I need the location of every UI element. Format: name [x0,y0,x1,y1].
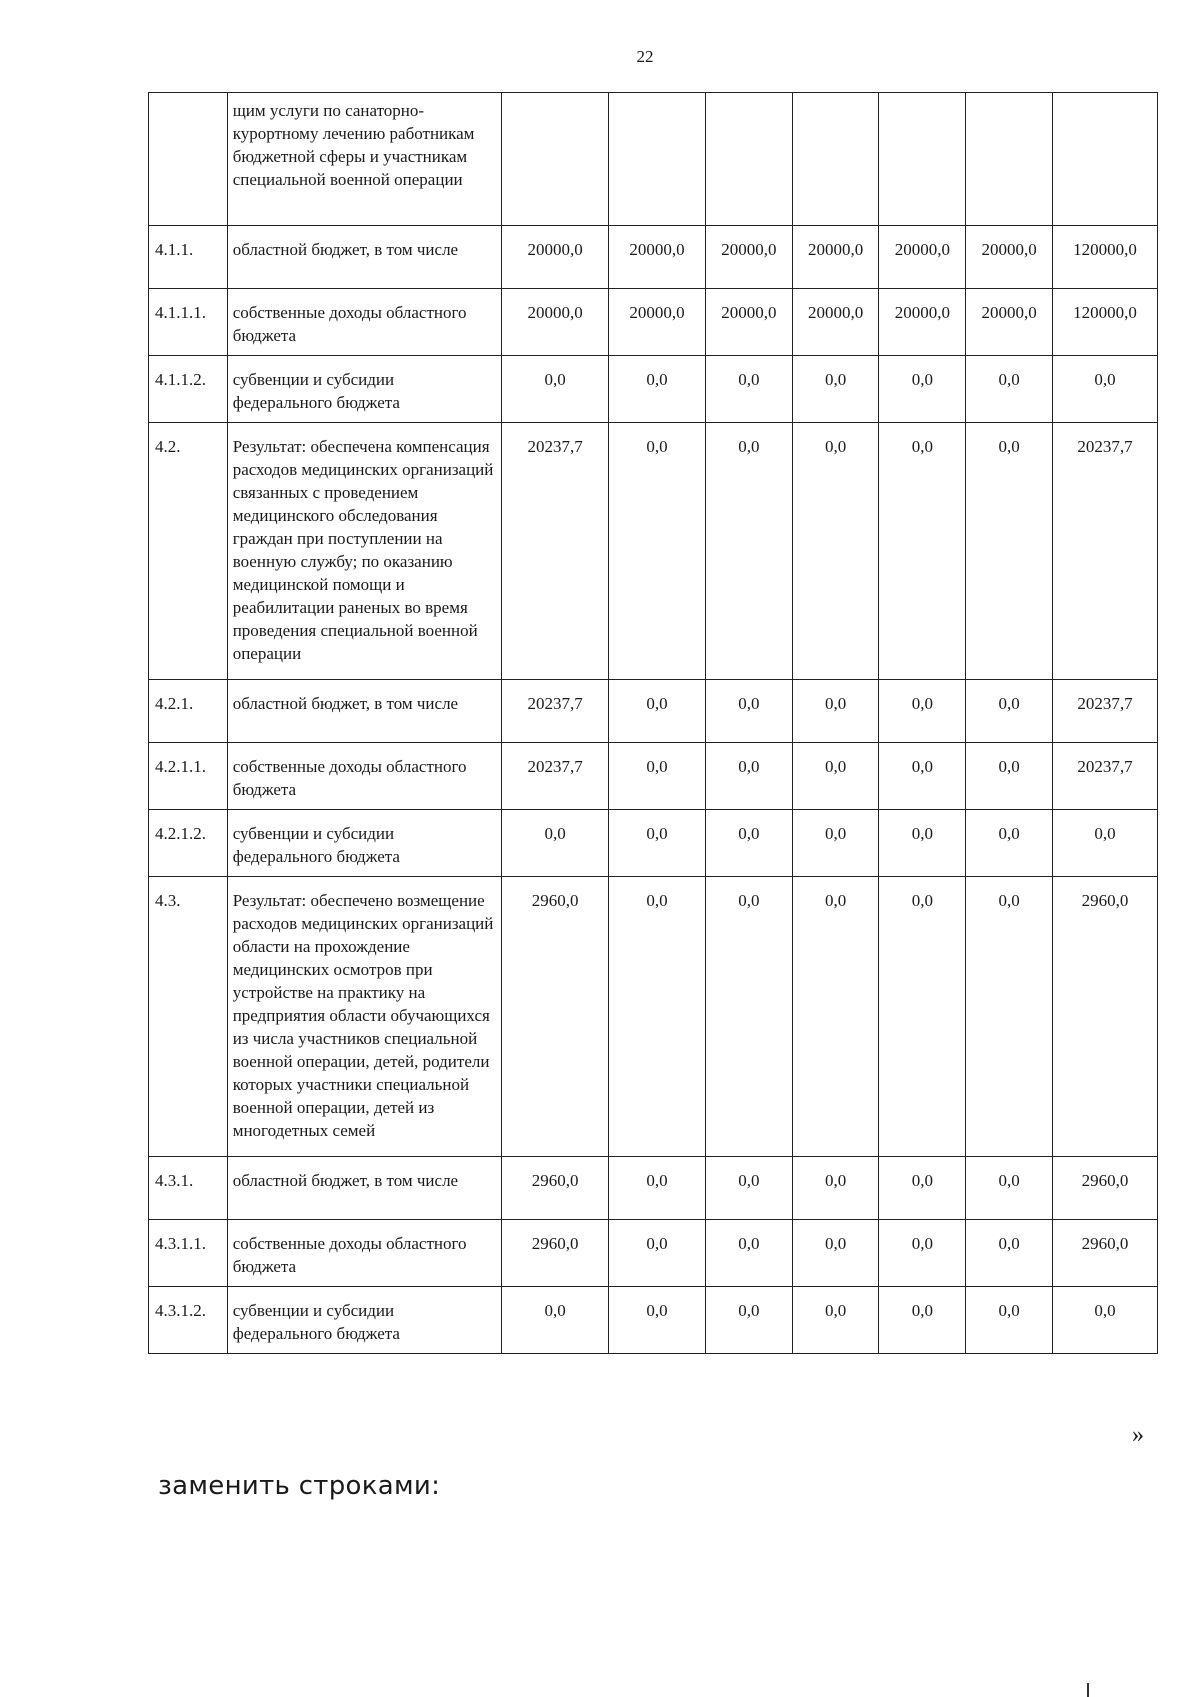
value-cell: 0,0 [609,810,706,877]
value-cell: 0,0 [792,743,879,810]
row-code: 4.2.1. [149,680,228,743]
row-description: собственные доходы областного бюджета [227,1220,501,1287]
value-cell: 0,0 [792,1220,879,1287]
value-cell: 0,0 [609,1287,706,1354]
value-cell [792,93,879,226]
value-cell: 0,0 [609,680,706,743]
row-code: 4.3.1.1. [149,1220,228,1287]
row-code: 4.2.1.2. [149,810,228,877]
value-cell: 20237,7 [502,423,609,680]
value-cell [879,93,966,226]
value-cell: 0,0 [705,356,792,423]
value-cell: 0,0 [966,810,1053,877]
value-cell: 0,0 [879,680,966,743]
value-cell [609,93,706,226]
page-number: 22 [636,47,654,66]
value-cell: 2960,0 [502,1220,609,1287]
value-cell: 0,0 [966,1220,1053,1287]
row-description: щим услуги по санаторно-курортному лечению работникам бюджетной сферы и участникам специальной военной операции [227,93,501,226]
value-cell: 0,0 [705,680,792,743]
value-cell: 0,0 [792,680,879,743]
value-cell: 0,0 [792,356,879,423]
value-cell [966,93,1053,226]
value-cell: 2960,0 [502,877,609,1157]
replace-instruction: заменить строками: [158,1471,441,1501]
row-code: 4.3. [149,877,228,1157]
value-cell: 0,0 [792,877,879,1157]
value-cell: 0,0 [879,877,966,1157]
value-cell: 0,0 [879,743,966,810]
value-cell: 0,0 [705,810,792,877]
value-cell [502,93,609,226]
value-cell: 0,0 [966,423,1053,680]
row-description: собственные доходы областного бюджета [227,289,501,356]
value-cell: 0,0 [1053,810,1158,877]
value-cell: 20000,0 [502,289,609,356]
row-code: 4.1.1. [149,226,228,289]
value-cell: 20000,0 [792,289,879,356]
row-description: Результат: обеспечено возмещение расходов медицинских организаций области на прохождение медицинских осмотров при устройстве на практику на предприятия области обучающихся из числа участников специальной военной операции, детей, родители которых участники специальной военной операции, детей из многодетных семей [227,877,501,1157]
row-description: Результат: обеспечена компенсация расходов медицинских организаций связанных с проведением медицинского обследования граждан при поступлении на военную службу; по оказанию медицинской помощи и реабилитации раненых во время проведения специальной военной операции [227,423,501,680]
row-description: областной бюджет, в том числе [227,680,501,743]
value-cell: 20237,7 [1053,423,1158,680]
value-cell: 0,0 [792,1287,879,1354]
value-cell: 20000,0 [966,289,1053,356]
row-code: 4.3.1.2. [149,1287,228,1354]
value-cell: 0,0 [879,1287,966,1354]
value-cell: 0,0 [792,1157,879,1220]
value-cell: 0,0 [705,743,792,810]
value-cell: 20000,0 [609,289,706,356]
table-row [149,743,1158,810]
value-cell: 0,0 [705,423,792,680]
row-code: 4.2. [149,423,228,680]
value-cell: 0,0 [966,1157,1053,1220]
table-row [149,226,1158,289]
value-cell: 0,0 [966,743,1053,810]
table-row [149,680,1158,743]
value-cell: 0,0 [879,356,966,423]
budget-table [148,92,1158,1354]
table-row [149,1157,1158,1220]
table-row [149,877,1158,1157]
value-cell: 0,0 [609,877,706,1157]
row-description: собственные доходы областного бюджета [227,743,501,810]
value-cell: 20000,0 [502,226,609,289]
value-cell: 20000,0 [609,226,706,289]
value-cell [705,93,792,226]
row-description: субвенции и субсидии федерального бюджета [227,810,501,877]
row-description: областной бюджет, в том числе [227,1157,501,1220]
table-body [149,93,1158,1354]
value-cell: 20000,0 [705,289,792,356]
value-cell: 2960,0 [502,1157,609,1220]
table-row [149,289,1158,356]
value-cell: 0,0 [879,1157,966,1220]
value-cell: 2960,0 [1053,877,1158,1157]
value-cell: 20237,7 [1053,680,1158,743]
table-row [149,356,1158,423]
scan-edge-mark [1087,1683,1089,1697]
row-description: областной бюджет, в том числе [227,226,501,289]
value-cell: 0,0 [502,810,609,877]
value-cell: 20237,7 [502,680,609,743]
value-cell: 0,0 [1053,356,1158,423]
row-code: 4.3.1. [149,1157,228,1220]
value-cell: 0,0 [792,423,879,680]
value-cell: 2960,0 [1053,1157,1158,1220]
value-cell: 0,0 [609,1157,706,1220]
value-cell: 20000,0 [792,226,879,289]
value-cell: 0,0 [966,356,1053,423]
value-cell: 20000,0 [705,226,792,289]
value-cell: 0,0 [879,810,966,877]
table-row [149,1220,1158,1287]
value-cell: 0,0 [705,1220,792,1287]
value-cell: 20000,0 [966,226,1053,289]
row-description: субвенции и субсидии федерального бюджета [227,356,501,423]
value-cell: 0,0 [502,1287,609,1354]
value-cell: 0,0 [705,1157,792,1220]
closing-quote: » [1132,1422,1144,1448]
row-code: 4.1.1.2. [149,356,228,423]
table-row [149,93,1158,226]
row-code: 4.1.1.1. [149,289,228,356]
value-cell: 0,0 [966,680,1053,743]
row-code: 4.2.1.1. [149,743,228,810]
value-cell: 0,0 [1053,1287,1158,1354]
value-cell [1053,93,1158,226]
value-cell: 0,0 [966,1287,1053,1354]
value-cell: 0,0 [609,356,706,423]
value-cell: 0,0 [502,356,609,423]
value-cell: 20237,7 [1053,743,1158,810]
row-description: субвенции и субсидии федерального бюджета [227,1287,501,1354]
value-cell: 20000,0 [879,289,966,356]
value-cell: 20237,7 [502,743,609,810]
value-cell: 0,0 [609,423,706,680]
value-cell: 0,0 [879,1220,966,1287]
table-row [149,423,1158,680]
value-cell: 2960,0 [1053,1220,1158,1287]
row-code [149,93,228,226]
value-cell: 0,0 [705,1287,792,1354]
table-row [149,1287,1158,1354]
value-cell: 0,0 [792,810,879,877]
value-cell: 120000,0 [1053,289,1158,356]
value-cell: 0,0 [609,1220,706,1287]
value-cell: 0,0 [966,877,1053,1157]
value-cell: 120000,0 [1053,226,1158,289]
value-cell: 0,0 [609,743,706,810]
value-cell: 0,0 [879,423,966,680]
value-cell: 0,0 [705,877,792,1157]
value-cell: 20000,0 [879,226,966,289]
table-row [149,810,1158,877]
